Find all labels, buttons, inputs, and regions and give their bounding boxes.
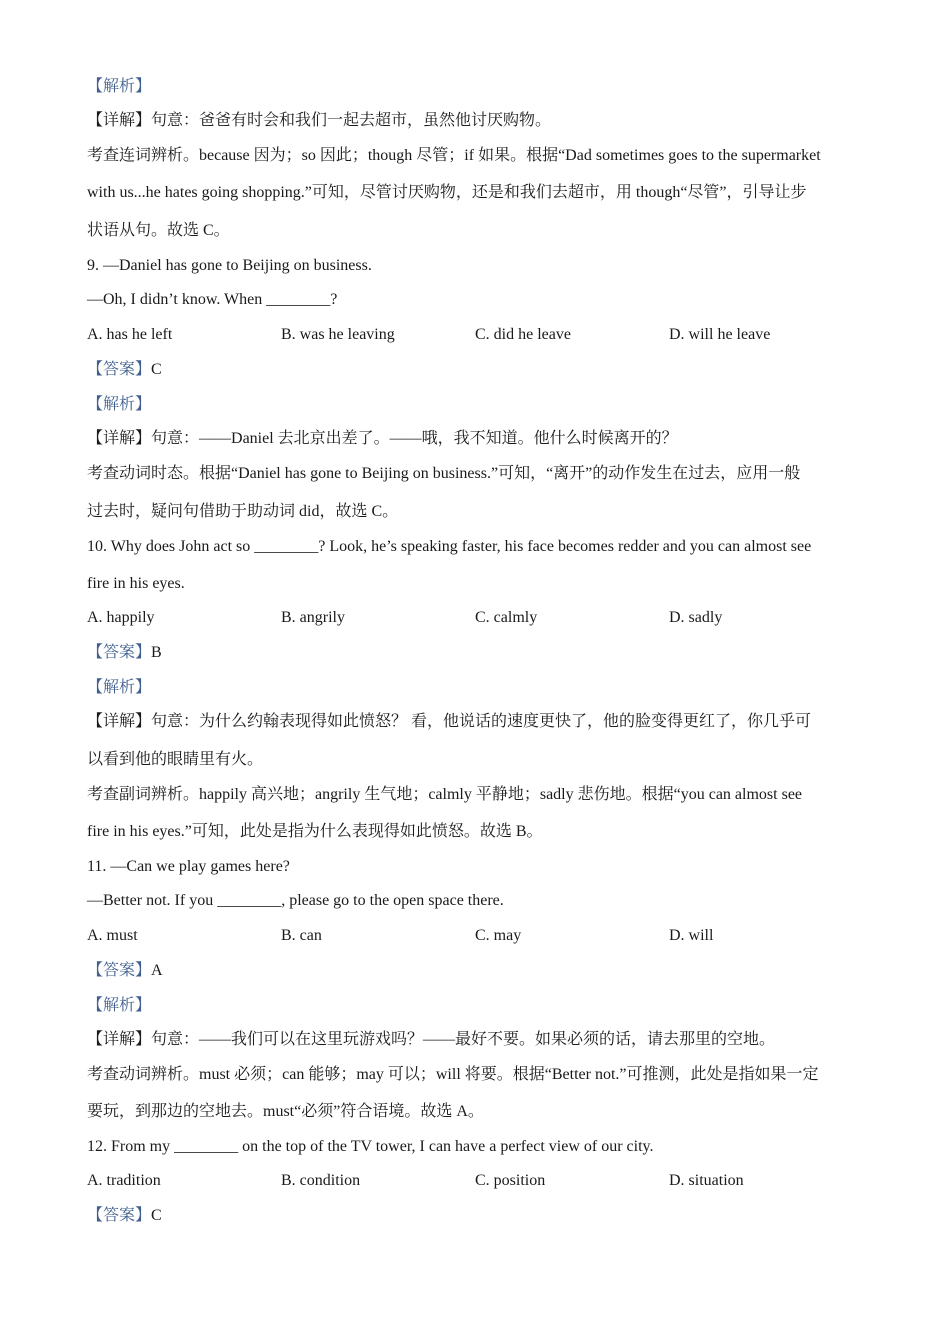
answer-line: 【答案】C bbox=[87, 1207, 162, 1224]
question-stem: 10. Why does John act so ________? Look, he’s speaking faster, his face becomes redder and you can almost see bbox=[87, 538, 812, 555]
explanation-line: 过去时，疑问句借助于助动词 did，故选 C。 bbox=[87, 503, 399, 520]
question-stem: 9. —Daniel has gone to Beijing on business. bbox=[87, 257, 372, 274]
option-b: B. angrily bbox=[281, 609, 345, 626]
option-b: B. condition bbox=[281, 1172, 361, 1189]
option-c: C. did he leave bbox=[475, 326, 571, 343]
explanation-line: with us...he hates going shopping.”可知，尽管讨厌购物，还是和我们去超市，用 though“尽管”，引导让步 bbox=[87, 184, 807, 201]
option-a: A. happily bbox=[87, 609, 155, 626]
analysis-heading: 【解析】 bbox=[87, 997, 152, 1014]
explanation-line: 考查动词时态。根据“Daniel has gone to Beijing on business.”可知，“离开”的动作发生在过去，应用一般 bbox=[87, 465, 801, 482]
analysis-heading: 【解析】 bbox=[87, 396, 152, 413]
option-d: D. will bbox=[669, 927, 714, 944]
question-stem: 12. From my ________ on the top of the TV tower, I can have a perfect view of our city. bbox=[87, 1138, 654, 1155]
detail-line: 【详解】句意：——Daniel 去北京出差了。——哦，我不知道。他什么时候离开的？ bbox=[87, 430, 678, 447]
analysis-heading: 【解析】 bbox=[87, 78, 152, 95]
detail-line: 【详解】句意：——我们可以在这里玩游戏吗？——最好不要。如果必须的话，请去那里的空地。 bbox=[87, 1031, 776, 1048]
explanation-line: 状语从句。故选 C。 bbox=[87, 222, 230, 239]
option-c: C. calmly bbox=[475, 609, 538, 626]
option-c: C. position bbox=[475, 1172, 546, 1189]
question-stem: —Oh, I didn’t know. When ________? bbox=[87, 291, 338, 308]
detail-line: 【详解】句意：为什么约翰表现得如此愤怒？ 看，他说话的速度更快了，他的脸变得更红了，你几乎可 bbox=[87, 713, 812, 730]
analysis-heading: 【解析】 bbox=[87, 679, 152, 696]
option-d: D. situation bbox=[669, 1172, 744, 1189]
explanation-line: 要玩，到那边的空地去。must“必须”符合语境。故选 A。 bbox=[87, 1103, 484, 1120]
option-c: C. may bbox=[475, 927, 522, 944]
question-stem: 11. —Can we play games here? bbox=[87, 858, 290, 875]
option-a: A. must bbox=[87, 927, 138, 944]
detail-line: 【详解】句意：爸爸有时会和我们一起去超市，虽然他讨厌购物。 bbox=[87, 112, 552, 129]
detail-line: 以看到他的眼睛里有火。 bbox=[87, 751, 264, 768]
option-d: D. will he leave bbox=[669, 326, 771, 343]
answer-line: 【答案】B bbox=[87, 644, 162, 661]
explanation-line: 考查副词辨析。happily 高兴地；angrily 生气地；calmly 平静地；sadly 悲伤地。根据“you can almost see bbox=[87, 786, 803, 803]
option-a: A. tradition bbox=[87, 1172, 161, 1189]
explanation-line: 考查动词辨析。must 必须；can 能够；may 可以；will 将要。根据“Better not.”可推测，此处是指如果一定 bbox=[87, 1066, 819, 1083]
option-a: A. has he left bbox=[87, 326, 173, 343]
option-b: B. was he leaving bbox=[281, 326, 395, 343]
question-stem: fire in his eyes. bbox=[87, 575, 185, 592]
explanation-line: fire in his eyes.”可知，此处是指为什么表现得如此愤怒。故选 B。 bbox=[87, 823, 543, 840]
question-stem: —Better not. If you ________, please go to the open space there. bbox=[87, 892, 504, 909]
option-d: D. sadly bbox=[669, 609, 723, 626]
explanation-line: 考查连词辨析。because 因为；so 因此；though 尽管；if 如果。根据“Dad sometimes goes to the supermarket bbox=[87, 147, 821, 164]
answer-line: 【答案】C bbox=[87, 361, 162, 378]
answer-line: 【答案】A bbox=[87, 962, 163, 979]
option-b: B. can bbox=[281, 927, 322, 944]
